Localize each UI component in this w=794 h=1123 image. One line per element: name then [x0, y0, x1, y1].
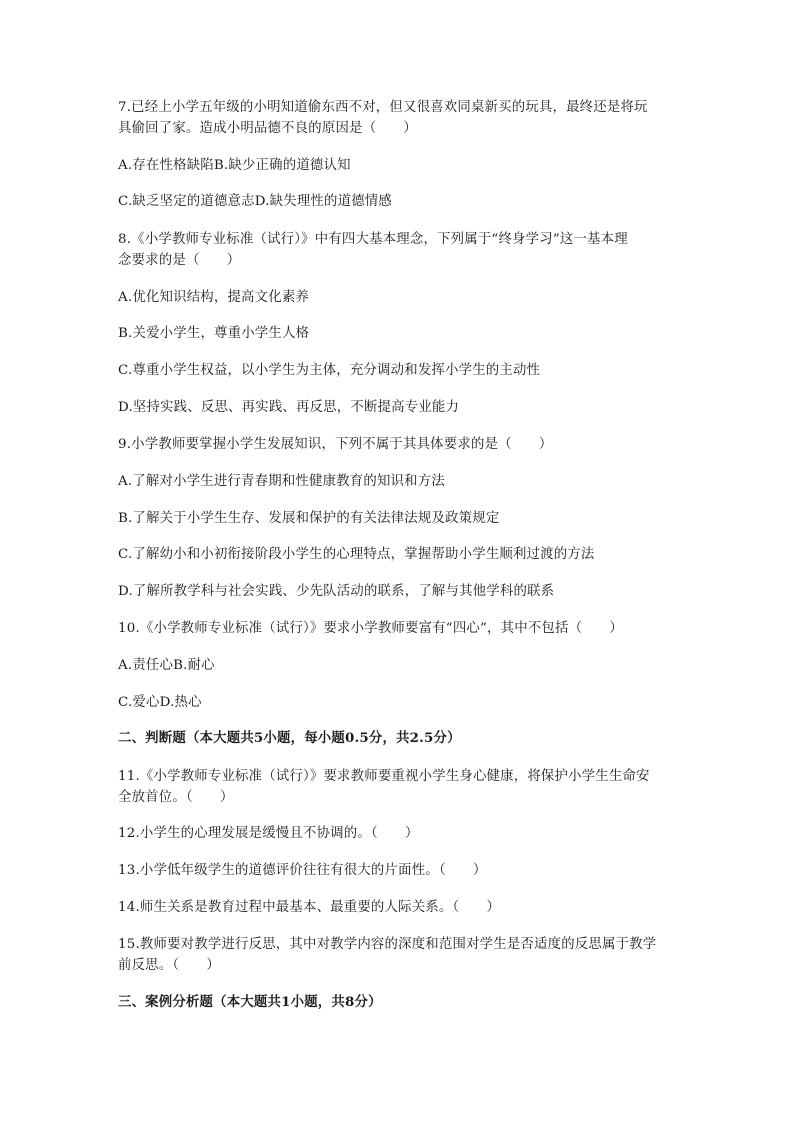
q15-stem-line1: 15.教师要对教学进行反思，其中对教学内容的深度和范围对学生是否适度的反思属于教学: [118, 937, 657, 952]
q8-stem-line1: 8.《小学教师专业标准（试行）》中有四大基本理念，下列属于“终身学习”这一基本理: [118, 232, 628, 247]
q10-options-ab: A.责任心B.耐心: [118, 658, 215, 673]
q9-option-b: B.了解关于小学生生存、发展和保护的有关法律法规及政策规定: [118, 511, 500, 526]
q10-options-cd: C.爱心D.热心: [118, 695, 202, 710]
q8-option-d: D.坚持实践、反思、再实践、再反思，不断提高专业能力: [118, 400, 460, 415]
q9-option-c: C.了解幼小和小初衔接阶段小学生的心理特点，掌握帮助小学生顺利过渡的方法: [118, 547, 595, 562]
q12-stem: 12.小学生的心理发展是缓慢且不协调的。（ ）: [118, 826, 419, 841]
q7-stem-line2: 具偷回了家。造成小明品德不良的原因是（ ）: [118, 121, 417, 136]
q9-option-d: D.了解所教学科与社会实践、少先队活动的联系，了解与其他学科的联系: [118, 584, 555, 599]
q14-stem: 14.师生关系是教育过程中最基本、最重要的人际关系。（ ）: [118, 900, 501, 915]
q11-stem-line2: 全放首位。（ ）: [118, 790, 234, 805]
q10-stem: 10.《小学教师专业标准（试行）》要求小学教师要富有“四心”，其中不包括（ ）: [118, 621, 623, 636]
q7-stem-line1: 7.已经上小学五年级的小明知道偷东西不对，但又很喜欢同桌新买的玩具，最终还是将玩: [118, 100, 648, 115]
q7-options-cd: C.缺乏坚定的道德意志D.缺失理性的道德情感: [118, 194, 392, 209]
section3-heading: 三、案例分析题（本大题共1小题，共8分）: [118, 994, 382, 1010]
q11-stem-line1: 11.《小学教师专业标准（试行）》要求教师要重视小学生身心健康，将保护小学生生命安: [118, 769, 650, 784]
section2-heading: 二、判断题（本大题共5小题，每小题0.5分，共2.5分）: [118, 730, 461, 746]
q15-stem-line2: 前反思。（ ）: [118, 958, 221, 973]
q8-option-a: A.优化知识结构，提高文化素养: [118, 290, 310, 305]
q9-stem: 9.小学教师要掌握小学生发展知识，下列不属于其具体要求的是（ ）: [118, 437, 553, 452]
q8-stem-line2: 念要求的是（ ）: [118, 253, 241, 268]
q9-option-a: A.了解对小学生进行青春期和性健康教育的知识和方法: [118, 474, 445, 489]
q8-option-c: C.尊重小学生权益，以小学生为主体，充分调动和发挥小学生的主动性: [118, 363, 541, 378]
q8-option-b: B.关爱小学生，尊重小学生人格: [118, 326, 310, 341]
q7-options-ab: A.存在性格缺陷B.缺少正确的道德认知: [118, 158, 351, 173]
q13-stem: 13.小学低年级学生的道德评价往往有很大的片面性。（ ）: [118, 863, 487, 878]
